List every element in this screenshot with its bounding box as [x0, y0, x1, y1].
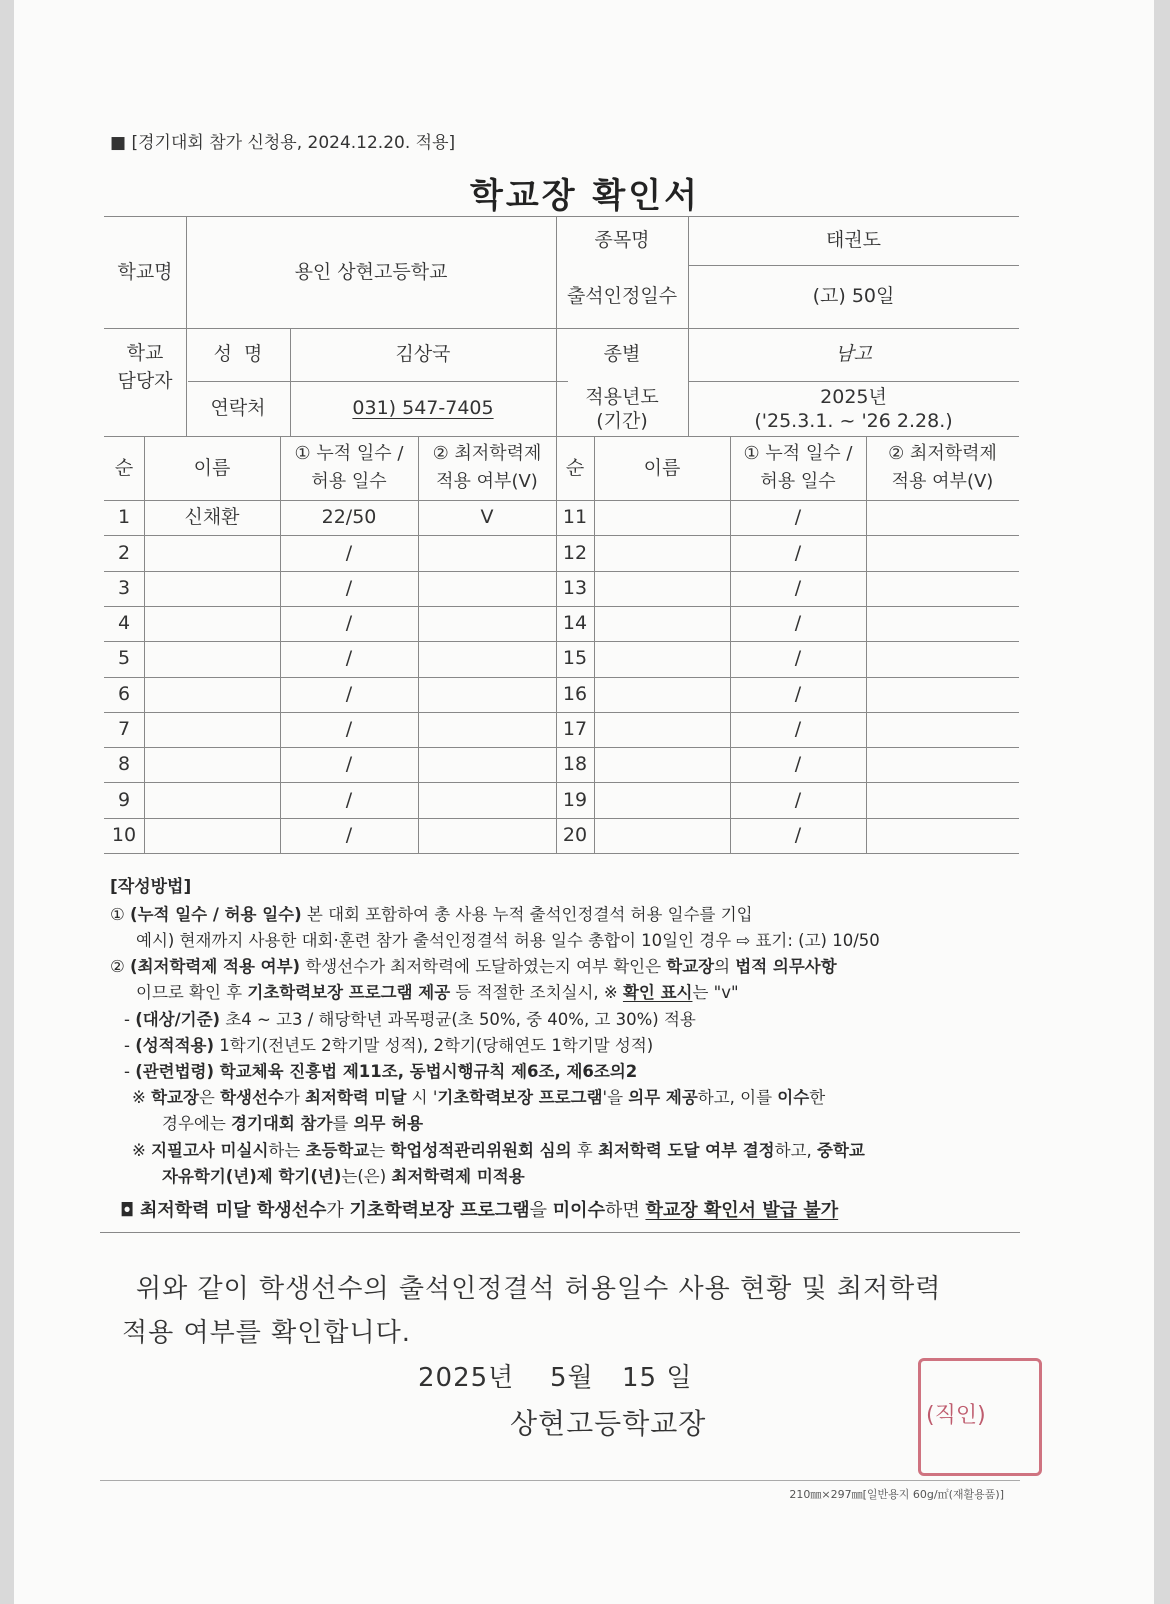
table-cell-no: 7 [117, 718, 131, 741]
name-value: 김상국 [395, 343, 451, 366]
header-col_days-0-b: 허용 일수 [311, 471, 387, 493]
table-cell-days: / [794, 718, 802, 741]
header-col_days-1-b: 허용 일수 [760, 471, 836, 493]
instruction-line-5: - (대상/기준) 초4 ~ 고3 / 해당학년 과목평균(초 50%, 중 40%, 고 30%) 적용 [124, 1010, 696, 1029]
header-col_no-1: 순 [565, 456, 585, 479]
attendance-label: 출석인정일수 [566, 285, 678, 308]
table-cell-name [594, 782, 730, 817]
school-label: 학교명 [117, 260, 173, 283]
table-cell-no: 1 [117, 506, 131, 529]
table-cell-no: 12 [562, 541, 588, 564]
table-cell-no: 17 [562, 718, 588, 741]
instruction-line-7: - (관련법령) 학교체육 진흥법 제11조, 동법시행규칙 제6조, 제6조의2 [124, 1062, 638, 1081]
table-cell-min [418, 571, 556, 606]
table-cell-name [144, 818, 280, 853]
table-cell-min [866, 535, 1019, 570]
table-cell-name [144, 606, 280, 641]
table-cell-no: 2 [117, 541, 131, 564]
table-cell-name [144, 747, 280, 782]
attendance-value: (고) 50일 [812, 285, 895, 308]
table-cell-days: / [345, 718, 353, 741]
table-cell-days: / [345, 647, 353, 670]
table-cell-no: 3 [117, 576, 131, 599]
principal-name: 상현고등학교장 [510, 1407, 707, 1440]
table-cell-days: / [345, 682, 353, 705]
date-day: 15 일 [622, 1363, 693, 1393]
table-cell-min [418, 606, 556, 641]
sport-label: 종목명 [594, 229, 650, 252]
table-cell-no: 18 [562, 753, 588, 776]
document-title: 학교장 확인서 [470, 176, 700, 216]
table-cell-name [594, 606, 730, 641]
table-cell-name [144, 712, 280, 747]
year-value: 2025년 [820, 385, 887, 408]
table-cell-days: / [794, 506, 802, 529]
table-cell-days: / [794, 612, 802, 635]
header-col_min-0-b: 적용 여부(V) [436, 471, 538, 493]
table-cell-min [418, 535, 556, 570]
table-cell-days: / [794, 647, 802, 670]
table-cell-min [418, 818, 556, 853]
table-cell-no: 6 [117, 682, 131, 705]
header-col_min-1-b: 적용 여부(V) [891, 471, 994, 493]
seal-label: (직인) [926, 1403, 986, 1428]
confirmation-line-1: 위와 같이 학생선수의 출석인정결석 허용일수 사용 현황 및 최저학력 [136, 1274, 942, 1304]
table-cell-name [144, 641, 280, 676]
table-cell-min [418, 641, 556, 676]
table-cell-days: / [794, 682, 802, 705]
year-label: 적용년도 [585, 385, 659, 408]
table-cell-min [866, 606, 1019, 641]
sport-value: 태권도 [825, 229, 882, 252]
instructions-heading: [작성방법] [110, 877, 192, 897]
contact-label: 연락처 [210, 397, 266, 420]
table-cell-no: 9 [117, 788, 131, 811]
table-cell-name [594, 677, 730, 712]
table-cell-min: V [480, 506, 494, 529]
table-cell-no: 20 [562, 823, 588, 846]
table-cell-min [418, 712, 556, 747]
gender-label: 종별 [603, 343, 641, 366]
header-col_days-0: ① 누적 일수 / [294, 443, 404, 465]
table-cell-days: / [345, 788, 353, 811]
year-label-2: (기간) [596, 409, 648, 432]
document-page [14, 0, 1154, 1604]
instruction-line-11: 자유학기(년)제 학기(년)는(은) 최저학력제 미적용 [162, 1167, 525, 1186]
table-cell-min [866, 818, 1019, 853]
instruction-line-9: 경우에는 경기대회 참가를 의무 허용 [162, 1114, 424, 1133]
instruction-line-4: 이므로 확인 후 기초학력보장 프로그램 제공 등 적절한 조치실시, ※ 확인 표시는 "v" [136, 983, 739, 1002]
instruction-line-12: ◘ 최저학력 미달 학생선수가 기초학력보장 프로그램을 미이수하면 학교장 확인서 발급 불가 [120, 1200, 839, 1221]
table-cell-min [418, 747, 556, 782]
table-cell-name [594, 535, 730, 570]
table-cell-no: 11 [562, 506, 588, 529]
table-cell-min [866, 641, 1019, 676]
table-cell-no: 15 [562, 647, 588, 670]
table-cell-name [594, 641, 730, 676]
header-col_min-1: ② 최저학력제 [888, 443, 997, 465]
header-col_days-1: ① 누적 일수 / [743, 443, 853, 465]
gender-value: 남고 [835, 343, 872, 366]
table-cell-no: 8 [117, 753, 131, 776]
table-cell-days: / [345, 576, 353, 599]
year-period: ('25.3.1. ~ '26 2.28.) [754, 409, 953, 432]
table-cell-name [594, 571, 730, 606]
instruction-line-8: ※ 학교장은 학생선수가 최저학력 미달 시 '기초학력보장 프로그램'을 의무 제공하고, 이를 이수한 [132, 1088, 826, 1107]
table-cell-days: / [345, 823, 353, 846]
table-cell-min [866, 747, 1019, 782]
confirmation-line-2: 적용 여부를 확인합니다. [122, 1318, 411, 1348]
instruction-line-1: ① (누적 일수 / 허용 일수) 본 대회 포함하여 총 사용 누적 출석인정결석 허용 일수를 기입 [110, 905, 753, 924]
table-cell-name: 신채환 [184, 506, 240, 529]
header-col_name-0: 이름 [193, 456, 231, 479]
table-cell-days: / [794, 576, 802, 599]
table-cell-min [418, 677, 556, 712]
instruction-line-2: 예시) 현재까지 사용한 대회·훈련 참가 출석인정결석 허용 일수 총합이 10일인 경우 ⇨ 표기: (고) 10/50 [136, 931, 880, 950]
manager-label-2: 담당자 [117, 369, 173, 392]
table-cell-days: / [794, 788, 802, 811]
table-cell-no: 19 [562, 788, 588, 811]
table-cell-min [866, 500, 1019, 535]
table-cell-days: 22/50 [321, 506, 377, 529]
header-col_no-0: 순 [114, 456, 134, 479]
instruction-line-10: ※ 지필고사 미실시하는 초등학교는 학업성적관리위원회 심의 후 최저학력 도달 여부 결정하고, 중학교 [132, 1141, 865, 1160]
table-cell-min [866, 712, 1019, 747]
date-year: 2025년 [418, 1363, 515, 1393]
table-cell-min [866, 571, 1019, 606]
table-cell-name [594, 500, 730, 535]
table-cell-no: 10 [111, 823, 137, 846]
header-col_min-0: ② 최저학력제 [432, 443, 542, 465]
table-cell-min [866, 782, 1019, 817]
header-note: ■ [경기대회 참가 신청용, 2024.12.20. 적용] [110, 133, 456, 153]
table-cell-no: 5 [117, 647, 131, 670]
table-cell-days: / [345, 541, 353, 564]
manager-label: 학교 [126, 341, 164, 364]
table-cell-name [144, 782, 280, 817]
table-cell-days: / [345, 753, 353, 776]
name-label: 성 명 [213, 343, 263, 366]
table-cell-name [144, 535, 280, 570]
table-cell-name [594, 818, 730, 853]
table-cell-no: 14 [562, 612, 588, 635]
table-cell-min [418, 782, 556, 817]
date-month: 5월 [550, 1363, 594, 1393]
table-cell-no: 16 [562, 682, 588, 705]
table-cell-no: 4 [117, 612, 131, 635]
table-cell-no: 13 [562, 576, 588, 599]
table-cell-name [144, 571, 280, 606]
instruction-line-3: ② (최저학력제 적용 여부) 학생선수가 최저학력에 도달하였는지 여부 확인은 학교장의 법적 의무사항 [110, 957, 837, 976]
header-col_name-1: 이름 [643, 456, 681, 479]
instruction-line-6: - (성적적용) 1학기(전년도 2학기말 성적), 2학기(당해연도 1학기말 성적) [124, 1036, 654, 1055]
school-value: 용인 상현고등학교 [294, 260, 448, 283]
table-cell-name [594, 712, 730, 747]
table-cell-days: / [345, 612, 353, 635]
paper-spec: 210㎜×297㎜[일반용지 60g/㎡(재활용품)] [789, 1488, 1004, 1501]
table-cell-name [594, 747, 730, 782]
contact-value: 031) 547-7405 [352, 397, 494, 420]
table-cell-days: / [794, 541, 802, 564]
table-cell-days: / [794, 823, 802, 846]
table-cell-name [144, 677, 280, 712]
table-cell-days: / [794, 753, 802, 776]
table-cell-min [866, 677, 1019, 712]
